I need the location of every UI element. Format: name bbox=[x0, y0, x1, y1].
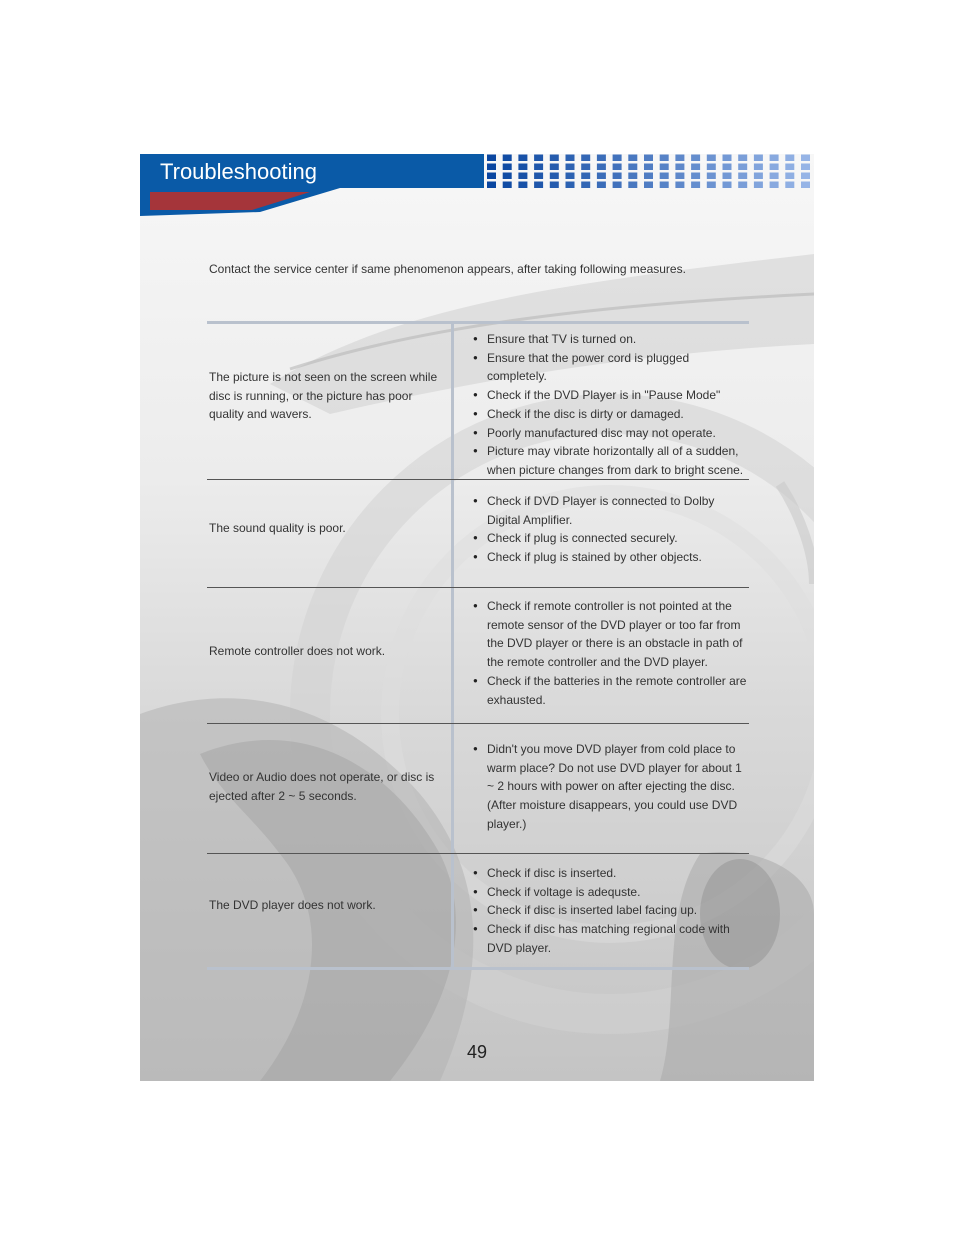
pattern-square bbox=[503, 164, 512, 171]
pattern-square bbox=[597, 182, 606, 189]
check-item: ● Ensure that the power cord is plugged completely. bbox=[473, 349, 751, 386]
pattern-square bbox=[770, 182, 779, 189]
pattern-square bbox=[581, 155, 590, 162]
header-swoosh bbox=[140, 188, 340, 216]
pattern-square bbox=[770, 173, 779, 180]
row-divider bbox=[207, 853, 749, 854]
pattern-square bbox=[785, 164, 794, 171]
pattern-square bbox=[503, 173, 512, 180]
pattern-square bbox=[723, 164, 732, 171]
pattern-square bbox=[581, 182, 590, 189]
pattern-square bbox=[660, 182, 669, 189]
header-bar bbox=[140, 154, 484, 188]
pattern-square bbox=[566, 182, 575, 189]
pattern-square bbox=[770, 164, 779, 171]
pattern-square bbox=[738, 155, 747, 162]
pattern-square bbox=[754, 155, 763, 162]
check-item: ● Check if disc is inserted label facing up. bbox=[473, 901, 751, 920]
pattern-square bbox=[613, 182, 622, 189]
pattern-square bbox=[566, 173, 575, 180]
pattern-square bbox=[785, 182, 794, 189]
pattern-square bbox=[518, 164, 527, 171]
pattern-square bbox=[581, 173, 590, 180]
pattern-square bbox=[691, 173, 700, 180]
pattern-square bbox=[691, 182, 700, 189]
pattern-square bbox=[801, 155, 810, 162]
manual-page bbox=[140, 154, 814, 1081]
pattern-square bbox=[723, 155, 732, 162]
pattern-square bbox=[801, 164, 810, 171]
check-item: ● Check if disc is inserted. bbox=[473, 864, 751, 883]
pattern-square bbox=[660, 164, 669, 171]
check-item: ● Picture may vibrate horizontally all of a sudden, when picture changes from dark to bright scene. bbox=[473, 442, 751, 479]
check-item: ● Check if plug is stained by other objects. bbox=[473, 548, 751, 567]
pattern-square bbox=[566, 155, 575, 162]
check-item: ● Check if the DVD Player is in "Pause Mode" bbox=[473, 386, 751, 405]
pattern-square bbox=[754, 182, 763, 189]
pattern-square bbox=[660, 155, 669, 162]
pattern-square bbox=[723, 182, 732, 189]
pattern-square bbox=[738, 182, 747, 189]
pattern-square bbox=[675, 155, 684, 162]
check-item: ● Check if disc has matching regional code with DVD player. bbox=[473, 920, 751, 957]
pattern-square bbox=[801, 182, 810, 189]
pattern-square bbox=[707, 164, 716, 171]
table-top-border bbox=[207, 321, 749, 324]
pattern-square bbox=[550, 182, 559, 189]
pattern-square bbox=[503, 155, 512, 162]
problem-not-working: The DVD player does not work. bbox=[209, 898, 376, 912]
check-item: ● Poorly manufactured disc may not operate. bbox=[473, 424, 751, 443]
pattern-square bbox=[738, 173, 747, 180]
table-bottom-border bbox=[207, 967, 749, 970]
pattern-square bbox=[597, 164, 606, 171]
pattern-square bbox=[707, 155, 716, 162]
pattern-square bbox=[597, 155, 606, 162]
checks-sound bbox=[473, 492, 751, 567]
check-item: ● Check if remote controller is not pointed at the remote sensor of the DVD player or too far from the DVD player or there is an obstacle in path of the remote controller and the DVD player. bbox=[473, 597, 751, 672]
pattern-square bbox=[613, 164, 622, 171]
pattern-square bbox=[597, 173, 606, 180]
pattern-square bbox=[534, 182, 543, 189]
pattern-square bbox=[534, 164, 543, 171]
pattern-square bbox=[785, 173, 794, 180]
pattern-square bbox=[691, 164, 700, 171]
check-item: ● Check if the batteries in the remote controller are exhausted. bbox=[473, 672, 751, 709]
problem-video-audio: Video or Audio does not operate, or disc is ejected after 2 ~ 5 seconds. bbox=[209, 770, 435, 803]
pattern-square bbox=[801, 173, 810, 180]
pattern-square bbox=[675, 164, 684, 171]
problem-remote: Remote controller does not work. bbox=[209, 644, 386, 658]
pattern-square bbox=[628, 173, 637, 180]
check-item: ● Check if voltage is adequste. bbox=[473, 883, 751, 902]
check-item: ● Check if the disc is dirty or damaged. bbox=[473, 405, 751, 424]
pattern-square bbox=[723, 173, 732, 180]
pattern-square bbox=[644, 164, 653, 171]
pattern-square bbox=[707, 173, 716, 180]
pattern-square bbox=[518, 173, 527, 180]
pattern-square bbox=[691, 155, 700, 162]
row-divider bbox=[207, 723, 749, 724]
pattern-square bbox=[487, 182, 496, 189]
pattern-square bbox=[770, 155, 779, 162]
troubleshooting-table bbox=[207, 321, 749, 970]
pattern-square bbox=[550, 173, 559, 180]
pattern-square bbox=[534, 173, 543, 180]
pattern-square bbox=[660, 173, 669, 180]
pattern-square bbox=[628, 182, 637, 189]
header-square-pattern bbox=[487, 154, 814, 188]
pattern-square bbox=[518, 155, 527, 162]
pattern-square bbox=[550, 164, 559, 171]
pattern-square bbox=[675, 182, 684, 189]
page-title: Troubleshooting bbox=[160, 159, 317, 184]
pattern-square bbox=[738, 164, 747, 171]
pattern-square bbox=[628, 164, 637, 171]
pattern-square bbox=[550, 155, 559, 162]
checks-not-working bbox=[473, 864, 751, 958]
pattern-square bbox=[754, 173, 763, 180]
check-item: ● Ensure that TV is turned on. bbox=[473, 330, 751, 349]
checks-picture bbox=[473, 330, 751, 480]
pattern-square bbox=[785, 155, 794, 162]
pattern-square bbox=[487, 173, 496, 180]
pattern-square bbox=[613, 173, 622, 180]
pattern-square bbox=[613, 155, 622, 162]
check-item: ● Check if plug is connected securely. bbox=[473, 529, 751, 548]
checks-remote bbox=[473, 597, 751, 709]
pattern-square bbox=[518, 182, 527, 189]
pattern-square bbox=[644, 155, 653, 162]
intro-text: Contact the service center if same phenomenon appears, after taking following measures. bbox=[209, 262, 686, 276]
pattern-square bbox=[503, 182, 512, 189]
pattern-square bbox=[707, 182, 716, 189]
problem-sound-label: The sound quality is poor. bbox=[209, 521, 346, 535]
checks-video-audio bbox=[473, 740, 751, 834]
pattern-square bbox=[644, 182, 653, 189]
check-item: ● Check if DVD Player is connected to Dolby Digital Amplifier. bbox=[473, 492, 751, 529]
column-divider bbox=[451, 321, 454, 970]
pattern-square bbox=[644, 173, 653, 180]
check-item: ● Didn't you move DVD player from cold place to warm place? Do not use DVD player for about 1 ~ 2 hours with power on after ejecting the disc. (After moisture disappears, you could use DVD player.) bbox=[473, 740, 751, 834]
page-number: 49 bbox=[466, 1042, 488, 1062]
pattern-square bbox=[534, 155, 543, 162]
pattern-square bbox=[566, 164, 575, 171]
pattern-square bbox=[628, 155, 637, 162]
problem-picture: The picture is not seen on the screen while disc is running, or the picture has poor quality and wavers. bbox=[209, 370, 438, 422]
pattern-square bbox=[754, 164, 763, 171]
pattern-square bbox=[487, 164, 496, 171]
pattern-square bbox=[675, 173, 684, 180]
pattern-square bbox=[487, 155, 496, 162]
pattern-square bbox=[581, 164, 590, 171]
row-divider bbox=[207, 587, 749, 588]
